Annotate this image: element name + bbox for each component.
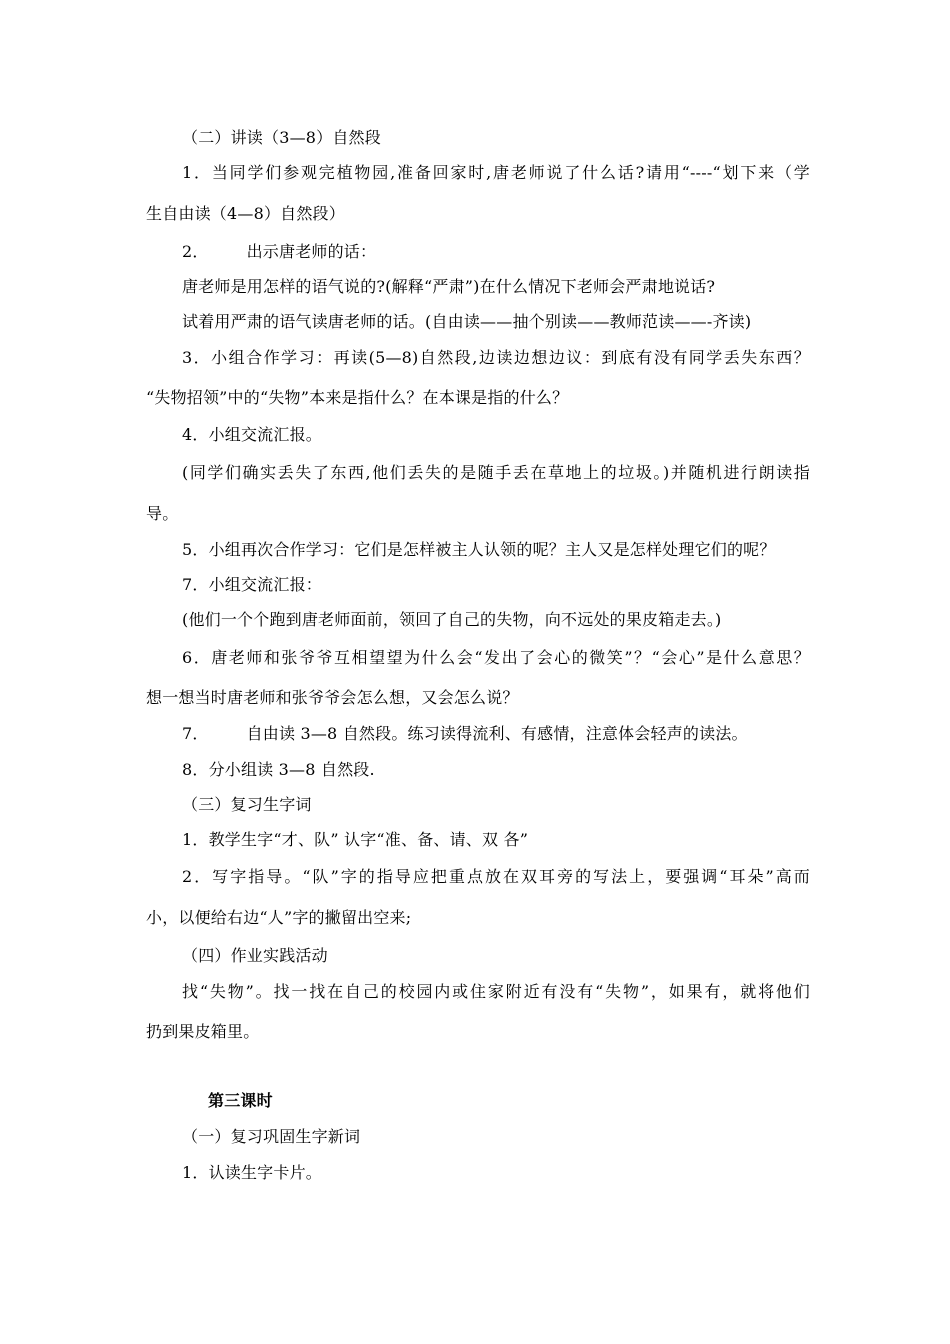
item-text: 出示唐老师的话： (246, 242, 377, 261)
section-heading: （二）讲读（3—8）自然段 (182, 128, 381, 147)
paragraph-line: 4．小组交流汇报。 (182, 425, 322, 444)
item-number: 7． (182, 724, 209, 743)
section-heading: （三）复习生字词 (182, 795, 312, 814)
paragraph-line: 5．小组再次合作学习：它们是怎样被主人认领的呢？主人又是怎样处理它们的呢？ (182, 540, 776, 559)
lesson-title: 第三课时 (208, 1091, 273, 1110)
paragraph-line: 1．当同学们参观完植物园,准备回家时,唐老师说了什么话?请用“----“划下来（学 (182, 163, 810, 182)
paragraph-line: 小，以便给右边“人”字的撇留出空来; (146, 908, 412, 927)
paragraph-line: 3．小组合作学习：再读(5—8)自然段,边读边想边议：到底有没有同学丢失东西？ (182, 348, 810, 367)
paragraph-line: 试着用严肃的语气读唐老师的话。(自由读——抽个别读——教师范读——-齐读) (182, 312, 752, 331)
paragraph-line: 6．唐老师和张爷爷互相望望为什么会“发出了会心的微笑”？“会心”是什么意思？ (182, 648, 810, 667)
item-text: 自由读 3—8 自然段。练习读得流利、有感情，注意体会轻声的读法。 (246, 724, 748, 743)
paragraph-line: 7．小组交流汇报： (182, 575, 322, 594)
paragraph-line: 找“失物”。找一找在自己的校园内或住家附近有没有“失物”，如果有，就将他们 (182, 982, 810, 1001)
numbered-item (182, 242, 376, 262)
paragraph-line: 1．认读生字卡片。 (182, 1163, 322, 1182)
paragraph-line: 导。 (146, 504, 179, 523)
section-heading: （四）作业实践活动 (182, 946, 328, 965)
section-heading: （一）复习巩固生字新词 (182, 1127, 361, 1146)
paragraph-line: 1．教学生字“才、队” 认字“准、备、请、双 各” (182, 830, 529, 849)
paragraph-line: 扔到果皮箱里。 (146, 1022, 260, 1041)
item-number: 2． (182, 242, 209, 261)
paragraph-line: (同学们确实丢失了东西,他们丢失的是随手丢在草地上的垃圾。)并随机进行朗读指 (182, 463, 810, 482)
paragraph-line: 想一想当时唐老师和张爷爷会怎么想，又会怎么说？ (146, 688, 519, 707)
paragraph-line: (他们一个个跑到唐老师面前，领回了自己的失物，向不远处的果皮箱走去。) (182, 610, 722, 629)
paragraph-line: 8．分小组读 3—8 自然段. (182, 760, 375, 779)
paragraph-line: 生自由读（4—8）自然段） (146, 204, 345, 223)
paragraph-line: 唐老师是用怎样的语气说的?(解释“严肃”)在什么情况下老师会严肃地说话? (182, 277, 716, 296)
paragraph-line: 2．写字指导。“队”字的指导应把重点放在双耳旁的写法上，要强调“耳朵”高而 (182, 867, 810, 886)
paragraph-line: “失物招领”中的“失物”本来是指什么？在本课是指的什么？ (146, 388, 569, 407)
numbered-item (182, 724, 748, 744)
